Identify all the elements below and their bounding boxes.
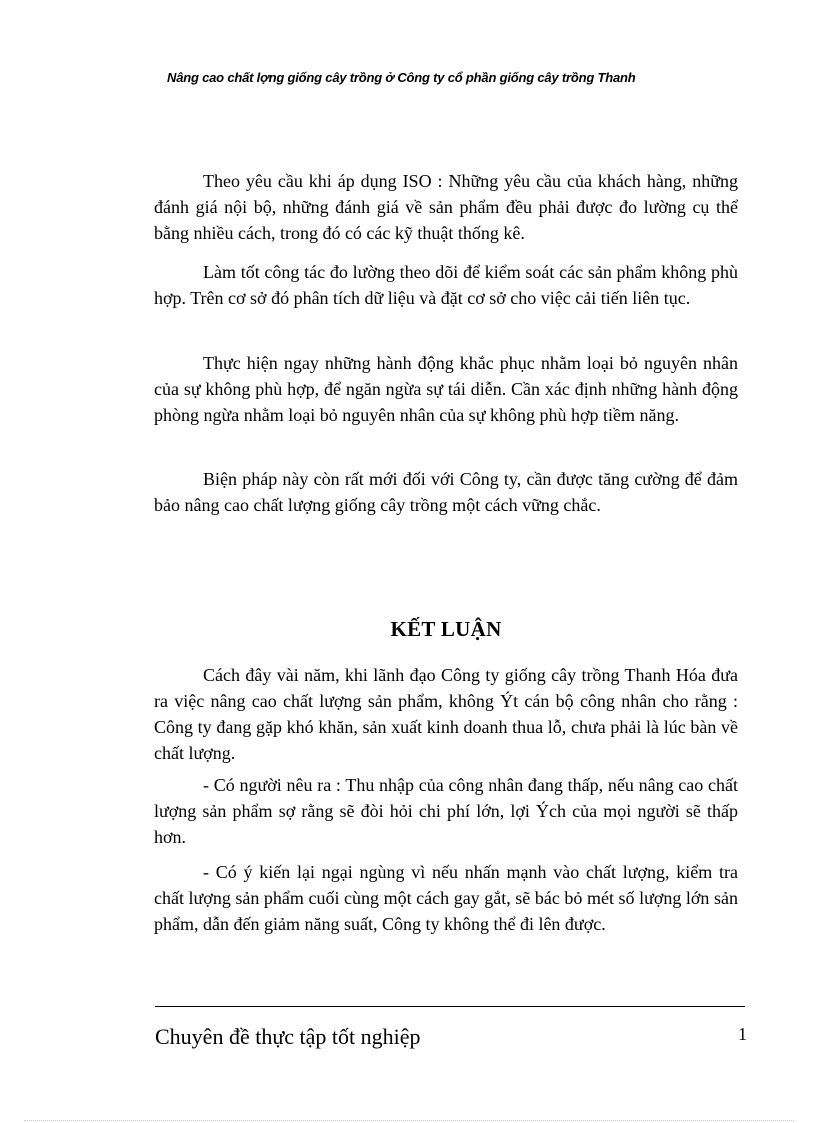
paragraph-text: Thực hiện ngay những hành động khắc phục nhằm loại bỏ nguyên nhân của sự không phù hợp, để ngăn ngừa sự tái diễn. Cần xác định những hành động phòng ngừa nhằm loại bỏ nguyên nhân của sự không phù hợp tiềm năng. bbox=[154, 353, 738, 425]
paragraph-text: Theo yêu cầu khi áp dụng ISO : Những yêu cầu của khách hàng, những đánh giá nội bộ, những đánh giá về sản phẩm đều phải được đo lường cụ thể bằng nhiều cách, trong đó có các kỹ thuật thống kê. bbox=[154, 171, 738, 243]
page-bottom-edge bbox=[24, 1120, 794, 1121]
paragraph-text: Làm tốt công tác đo lường theo dõi để kiểm soát các sản phẩm không phù hợp. Trên cơ sở đó phân tích dữ liệu và đặt cơ sở cho việc cải tiến liên tục. bbox=[154, 262, 738, 308]
paragraph-conclusion-quality bbox=[154, 859, 738, 937]
page-number: 1 bbox=[738, 1024, 747, 1044]
paragraph-corrective-actions bbox=[154, 350, 738, 428]
paragraph-conclusion-intro bbox=[154, 662, 738, 766]
paragraph-text: - Có người nêu ra : Thu nhập của công nhân đang thấp, nếu nâng cao chất lượng sản phẩm sợ rằng sẽ đòi hỏi chi phí lớn, lợi Ých của mọi người sẽ thấp hơn. bbox=[154, 775, 738, 847]
paragraph-measurement bbox=[154, 259, 738, 311]
paragraph-new-measure bbox=[154, 466, 738, 518]
paragraph-text: Biện pháp này còn rất mới đối với Công ty, cần được tăng cường để đảm bảo nâng cao chất lượng giống cây trồng một cách vững chắc. bbox=[154, 469, 738, 515]
paragraph-text: Cách đây vài năm, khi lãnh đạo Công ty giống cây trồng Thanh Hóa đưa ra việc nâng cao chất lượng sản phẩm, không Ýt cán bộ công nhân cho rằng : Công ty đang gặp khó khăn, sản xuất kinh doanh thua lỗ, chưa phải là lúc bàn về chất lượng. bbox=[154, 665, 738, 763]
conclusion-heading: KẾT LUẬN bbox=[390, 617, 502, 641]
footer-divider bbox=[155, 1006, 745, 1007]
paragraph-text: - Có ý kiến lại ngại ngùng vì nếu nhấn mạnh vào chất lượng, kiểm tra chất lượng sản phẩm cuối cùng một cách gay gắt, sẽ bác bỏ mét số lượng lớn sản phẩm, dẫn đến giảm năng suất, Công ty không thể đi lên được. bbox=[154, 862, 738, 934]
footer-label: Chuyên đề thực tập tốt nghiệp bbox=[155, 1024, 421, 1049]
paragraph-conclusion-income bbox=[154, 772, 738, 850]
paragraph-iso-requirements bbox=[154, 168, 738, 246]
running-header: Nâng cao chất lợng giống cây trồng ở Công ty cổ phần giống cây trồng Thanh bbox=[167, 70, 636, 85]
